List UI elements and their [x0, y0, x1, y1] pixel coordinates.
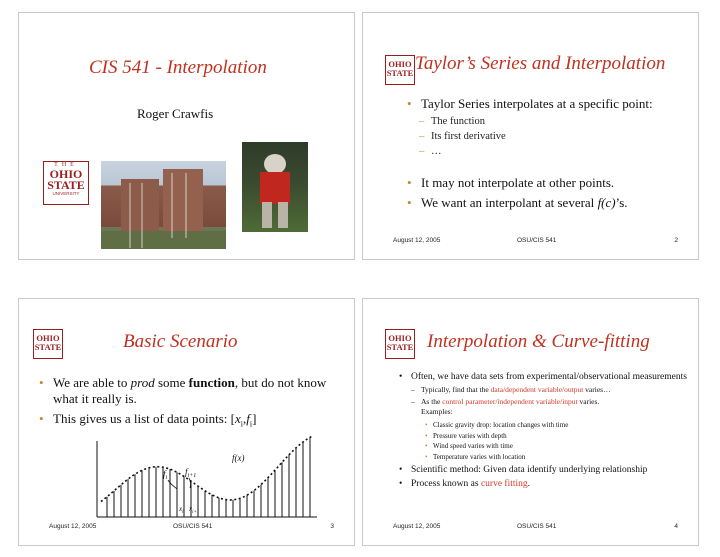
footer-course: OSU/CIS 541 [517, 237, 557, 244]
fx-label: f(x) [232, 453, 245, 463]
footer-page: 3 [330, 523, 334, 530]
example-item: • Temperature varies with location [425, 452, 526, 461]
xi-label: $x_i$ [179, 505, 184, 515]
bullet-item: • It may not interpolate at other points. [407, 175, 667, 191]
function-samples-diagram [19, 299, 355, 546]
building-photo [101, 161, 226, 249]
example-item: • Wind speed varies with time [425, 442, 513, 450]
fi1-leader [189, 478, 191, 488]
slide-footer [19, 523, 354, 533]
slide-title: Basic Scenario [123, 331, 238, 352]
osu-logo-small: OHIO STATE [385, 329, 415, 359]
slide-footer [363, 523, 698, 533]
logo-text-the: THE [54, 162, 78, 168]
logo-text-university: UNIVERSITY [52, 191, 80, 196]
bullet-item: • Process known as curve fitting. [399, 479, 531, 489]
slide-title: Interpolation & Curve-fitting [427, 331, 650, 352]
bullet-item: • This gives us a list of data points: $[x_i,f_i]$ [39, 411, 329, 433]
footer-page: 2 [674, 237, 678, 244]
fi-leader [168, 480, 177, 489]
slide-4 [362, 298, 699, 546]
footer-date: August 12, 2005 [393, 237, 441, 244]
fi-label: $f_i$ [163, 469, 168, 481]
osu-logo-small: OHIO STATE [33, 329, 63, 359]
fi1-label: $f_{i+1}$ [185, 467, 197, 479]
logo-text-ohio: OHIO [49, 167, 83, 181]
footer-course: OSU/CIS 541 [517, 523, 557, 530]
slide-title: Taylor’s Series and Interpolation [415, 53, 666, 74]
sub-bullet-item: – As the control parameter/independent variable/input varies. Examples: [411, 397, 600, 416]
slide-footer [363, 237, 698, 247]
bullet-item: • We want an interpolant at several f(c)’s. [407, 195, 667, 211]
mascot-photo [242, 142, 308, 232]
sub-bullet-item: – Typically, find that the data/dependent variable/output varies… [411, 385, 611, 394]
logo-text-state: STATE [47, 178, 85, 192]
xi1-label: $x_{i+1}$ [189, 505, 200, 515]
example-item: • Pressure varies with depth [425, 431, 507, 440]
sub-bullet-item: – Its first derivative [407, 129, 667, 144]
slide-2 [362, 12, 699, 260]
bullet-item: • Taylor Series interpolates at a specific point: [407, 96, 667, 112]
footer-course: OSU/CIS 541 [173, 523, 213, 530]
sample-lines [107, 437, 310, 517]
footer-date: August 12, 2005 [49, 523, 97, 530]
slide-3 [18, 298, 355, 546]
slide-title: CIS 541 - Interpolation [89, 57, 267, 78]
osu-logo-small: OHIO STATE [385, 55, 415, 85]
bullet-item: • Often, we have data sets from experimental/observational measurements [399, 372, 687, 382]
bullet-item: • We are able to prod some function, but do not know what it really is. [39, 375, 329, 407]
function-curve [101, 436, 313, 502]
slide-1 [18, 12, 355, 260]
footer-page: 4 [674, 523, 678, 530]
example-item: • Classic gravity drop: location changes with time [425, 421, 569, 429]
bullet-item: • Scientific method: Given data identify underlying relationship [399, 465, 648, 475]
sub-bullet-item: – The function [407, 114, 667, 129]
example-list [399, 420, 689, 462]
osu-logo [43, 161, 89, 205]
sub-bullet-item: – … [407, 144, 667, 159]
footer-date: August 12, 2005 [393, 523, 441, 530]
bullet-list [407, 96, 667, 211]
slide-body [399, 372, 689, 490]
author-name: Roger Crawfis [137, 106, 214, 121]
